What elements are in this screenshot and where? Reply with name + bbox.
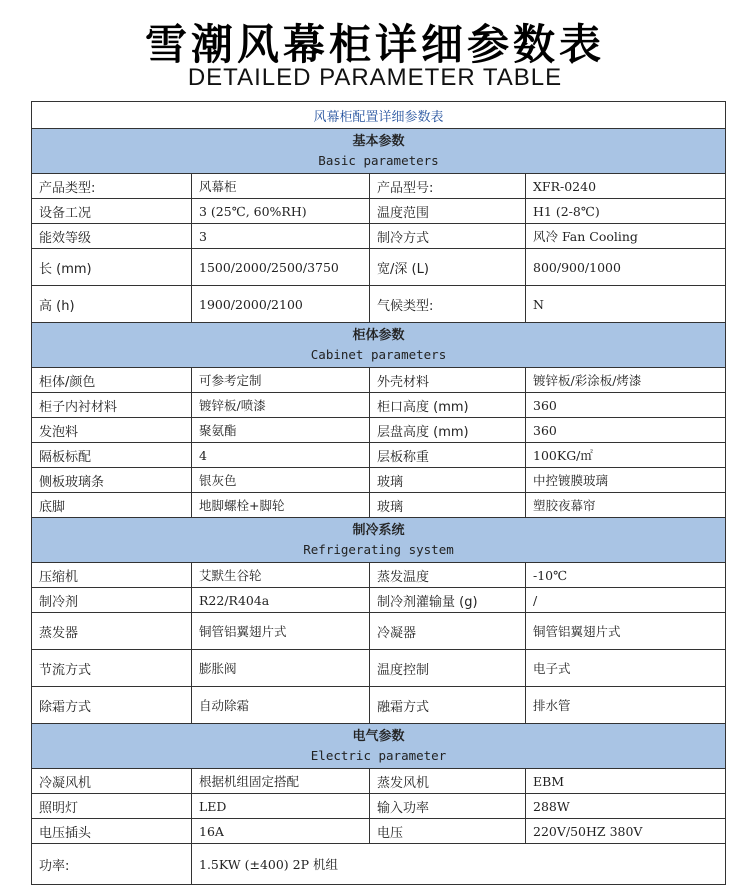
param-label: 能效等级 (32, 224, 192, 249)
param-value: / (526, 588, 726, 613)
param-value: 自动除霜 (192, 687, 370, 724)
param-value: 可参考定制 (192, 368, 370, 393)
table-row (32, 199, 726, 224)
param-label: 电压插头 (32, 819, 192, 844)
param-value: 银灰色 (192, 468, 370, 493)
param-value: 镀锌板/彩涂板/烤漆 (526, 368, 726, 393)
param-label: 除霜方式 (32, 687, 192, 724)
param-label: 外壳材料 (370, 368, 526, 393)
param-label: 制冷剂 (32, 588, 192, 613)
param-label: 层板称重 (370, 443, 526, 468)
page-subtitle: DETAILED PARAMETER TABLE (187, 64, 563, 91)
param-value: 220V/50HZ 380V (526, 819, 726, 844)
parameter-table (31, 101, 726, 885)
param-value: 聚氨酯 (192, 418, 370, 443)
param-label: 电压 (370, 819, 526, 844)
section-title-en: Basic parameters (318, 153, 439, 168)
param-value: 艾默生谷轮 (192, 563, 370, 588)
param-value: 根据机组固定搭配 (192, 769, 370, 794)
table-row (32, 794, 726, 819)
section-title-cn: 制冷系统 (352, 523, 405, 538)
param-value: 电子式 (526, 650, 726, 687)
param-value: 排水管 (526, 687, 726, 724)
param-label: 温度范围 (370, 199, 526, 224)
table-caption: 风幕柜配置详细参数表 (32, 102, 726, 129)
param-value: LED (192, 794, 370, 819)
param-label: 产品类型: (32, 174, 192, 199)
section-header (32, 129, 726, 174)
table-row (32, 286, 726, 323)
param-label: 输入功率 (370, 794, 526, 819)
param-value: 360 (526, 418, 726, 443)
param-value: 800/900/1000 (526, 249, 726, 286)
param-label: 制冷方式 (370, 224, 526, 249)
section-title-cn: 电气参数 (352, 729, 405, 744)
param-value: R22/R404a (192, 588, 370, 613)
param-label: 节流方式 (32, 650, 192, 687)
param-label: 产品型号: (370, 174, 526, 199)
param-label: 压缩机 (32, 563, 192, 588)
table-row (32, 588, 726, 613)
table-row (32, 443, 726, 468)
section-title-cn: 基本参数 (352, 134, 405, 149)
param-value: H1 (2-8℃) (526, 199, 726, 224)
section-title-en: Electric parameter (310, 748, 447, 763)
param-label: 气候类型: (370, 286, 526, 323)
param-value: -10℃ (526, 563, 726, 588)
param-label: 蒸发风机 (370, 769, 526, 794)
param-label: 玻璃 (370, 468, 526, 493)
param-label: 层盘高度 (mm) (370, 418, 526, 443)
param-label: 照明灯 (32, 794, 192, 819)
table-row (32, 493, 726, 518)
section-title-en: Refrigerating system (303, 542, 454, 557)
param-label: 发泡料 (32, 418, 192, 443)
param-value: 地脚螺栓+脚轮 (192, 493, 370, 518)
param-value: EBM (526, 769, 726, 794)
table-row (32, 249, 726, 286)
table-row (32, 174, 726, 199)
table-row (32, 650, 726, 687)
param-value: 1900/2000/2100 (192, 286, 370, 323)
param-value: 100KG/㎡ (526, 443, 726, 468)
param-value: 风冷 Fan Cooling (526, 224, 726, 249)
table-row (32, 844, 726, 885)
param-label: 宽/深 (L) (370, 249, 526, 286)
param-label: 功率: (32, 844, 192, 885)
section-header (32, 323, 726, 368)
section-header (32, 724, 726, 769)
param-value: 1500/2000/2500/3750 (192, 249, 370, 286)
param-label: 冷凝器 (370, 613, 526, 650)
param-value: XFR-0240 (526, 174, 726, 199)
page-title: 雪潮风幕柜详细参数表 (144, 20, 605, 69)
section-title-cn: 柜体参数 (352, 328, 405, 343)
param-label: 设备工况 (32, 199, 192, 224)
table-row (32, 418, 726, 443)
param-value: 3 (192, 224, 370, 249)
param-label: 隔板标配 (32, 443, 192, 468)
param-value: 中控镀膜玻璃 (526, 468, 726, 493)
param-label: 长 (mm) (32, 249, 192, 286)
param-label: 蒸发温度 (370, 563, 526, 588)
table-row (32, 687, 726, 724)
param-label: 高 (h) (32, 286, 192, 323)
table-row (32, 393, 726, 418)
param-value: 1.5KW (±400) 2P 机组 (192, 844, 726, 885)
param-value: 3 (25℃, 60%RH) (192, 199, 370, 224)
param-label: 融霜方式 (370, 687, 526, 724)
section-header (32, 518, 726, 563)
table-row (32, 224, 726, 249)
param-label: 制冷剂灌输量 (g) (370, 588, 526, 613)
table-row (32, 819, 726, 844)
param-value: 16A (192, 819, 370, 844)
table-row (32, 368, 726, 393)
param-value: 风幕柜 (192, 174, 370, 199)
param-label: 温度控制 (370, 650, 526, 687)
param-label: 底脚 (32, 493, 192, 518)
param-value: 铜管铝翼翅片式 (526, 613, 726, 650)
param-value: 塑胶夜幕帘 (526, 493, 726, 518)
param-value: 铜管铝翼翅片式 (192, 613, 370, 650)
table-row (32, 563, 726, 588)
param-value: 4 (192, 443, 370, 468)
param-label: 侧板玻璃条 (32, 468, 192, 493)
param-label: 柜子内衬材料 (32, 393, 192, 418)
param-value: N (526, 286, 726, 323)
table-row (32, 613, 726, 650)
param-label: 蒸发器 (32, 613, 192, 650)
param-value: 镀锌板/喷漆 (192, 393, 370, 418)
param-label: 柜口高度 (mm) (370, 393, 526, 418)
param-value: 288W (526, 794, 726, 819)
table-row (32, 769, 726, 794)
param-label: 柜体/颜色 (32, 368, 192, 393)
table-row (32, 468, 726, 493)
param-label: 冷凝风机 (32, 769, 192, 794)
section-title-en: Cabinet parameters (310, 347, 447, 362)
param-label: 玻璃 (370, 493, 526, 518)
param-value: 膨胀阀 (192, 650, 370, 687)
param-value: 360 (526, 393, 726, 418)
